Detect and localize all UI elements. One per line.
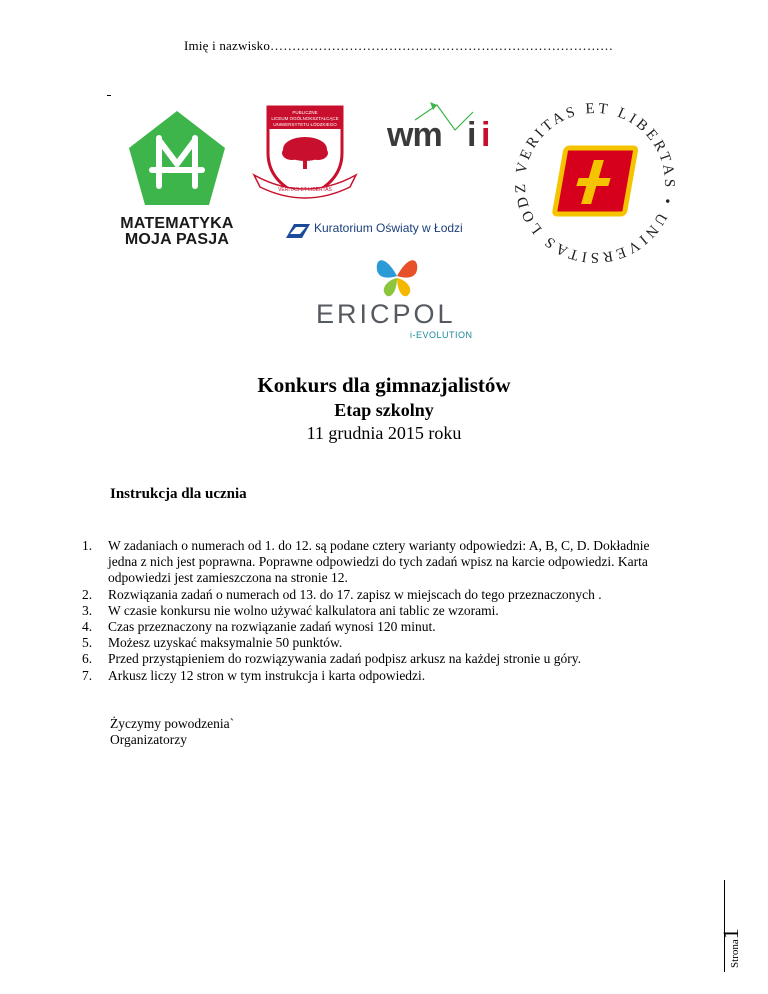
item-text: Arkusz liczy 12 stron w tym instrukcja i karta odpowiedzi. [108, 667, 426, 683]
item-text: W czasie konkursu nie wolno używać kalkulatora ani tablic ze wzorami. [108, 602, 499, 618]
butterfly-icon [300, 252, 495, 302]
contest-title: Konkurs dla gimnazjalistów [257, 373, 511, 397]
item-text: Przed przystąpieniem do rozwiązywania zadań podpisz arkusz na każdej stronie u góry. [108, 651, 581, 667]
matematyka-moja-pasja-logo [112, 108, 242, 248]
ericpol-name: ERICPOL [316, 299, 456, 329]
name-field-line: Imię i nazwisko…………………………………………………………………… [184, 38, 614, 53]
list-item [82, 587, 682, 603]
svg-text:VERITAS ET LIBERTAS: VERITAS ET LIBERTAS [278, 187, 332, 193]
ericpol-logo [300, 252, 495, 342]
item-text: W zadaniach o numerach od 1. do 12. są podane cztery warianty odpowiedzi: A, B, C, D. Dokładnie jedna z nich jest poprawna. Poprawne odpowiedzi do tych zadań wpisz na karcie odpowiedzi. Karta odpowiedzi jest zamieszczona na stronie 12. [108, 538, 650, 586]
small-dash-mark [107, 95, 111, 96]
item-text: Możesz uzyskać maksymalnie 50 punktów. [108, 635, 343, 651]
list-item [82, 619, 682, 635]
item-text: Rozwiązania zadań o numerach od 13. do 17. zapisz w miejscach do tego przeznaczonych . [108, 586, 602, 602]
list-item [82, 668, 682, 684]
list-item [82, 603, 682, 619]
kuratorium-logo [284, 218, 474, 242]
list-item [82, 651, 682, 667]
svg-text:UNIWERSYTETU ŁÓDZKIEGO: UNIWERSYTETU ŁÓDZKIEGO [273, 122, 337, 127]
svg-text:i: i [481, 116, 491, 154]
wmii-icon [385, 100, 500, 160]
item-number: 7. [82, 667, 93, 683]
uniwersytet-lodzki-logo [510, 98, 680, 268]
instructions-list [82, 538, 682, 684]
wmii-logo [385, 100, 500, 160]
svg-text:PUBLICZNE: PUBLICZNE [292, 110, 318, 115]
page-number: 1 [718, 928, 743, 940]
list-item [82, 538, 682, 587]
ericpol-tagline: i-EVOLUTION [410, 330, 473, 340]
page-label: Strona [729, 939, 741, 968]
closing-signature: Organizatorzy [110, 732, 187, 747]
university-seal-icon [510, 98, 680, 268]
item-number: 3. [82, 602, 93, 618]
svg-text:LICEUM OGÓLNOKSZTAŁCĄCE: LICEUM OGÓLNOKSZTAŁCĄCE [271, 116, 339, 121]
list-item [82, 635, 682, 651]
instructions-heading: Instrukcja dla ucznia [110, 486, 247, 502]
item-number: 5. [82, 635, 93, 651]
pentagon-logo-icon [112, 108, 242, 218]
kuratorium-text: Kuratorium Oświaty w Łodzi [314, 221, 463, 235]
kuratorium-emblem-icon [284, 218, 312, 242]
svg-text:i: i [467, 116, 477, 154]
item-number: 6. [82, 651, 93, 667]
svg-text:wm: wm [387, 116, 442, 154]
moja-pasja-text: MOJA PASJA [124, 231, 230, 248]
svg-text:VERITAS ET LIBERTAS • UNIVERSI: VERITAS ET LIBERTAS • UNIVERSITAS LODZ [512, 100, 678, 266]
contest-date: 11 grudnia 2015 roku [306, 423, 462, 443]
item-text: Czas przeznaczony na rozwiązanie zadań wynosi 120 minut. [108, 619, 436, 635]
contest-stage: Etap szkolny [334, 400, 434, 420]
item-number: 4. [82, 619, 93, 635]
liceum-shield-logo [250, 105, 360, 205]
matematyka-text: MATEMATYKA [120, 215, 234, 232]
shield-tree-icon [250, 105, 360, 205]
closing-wishes: Życzymy powodzenia` [110, 716, 235, 731]
page-footer [718, 928, 744, 968]
closing-block [110, 716, 234, 748]
item-number: 2. [82, 586, 93, 602]
item-number: 1. [82, 538, 93, 553]
